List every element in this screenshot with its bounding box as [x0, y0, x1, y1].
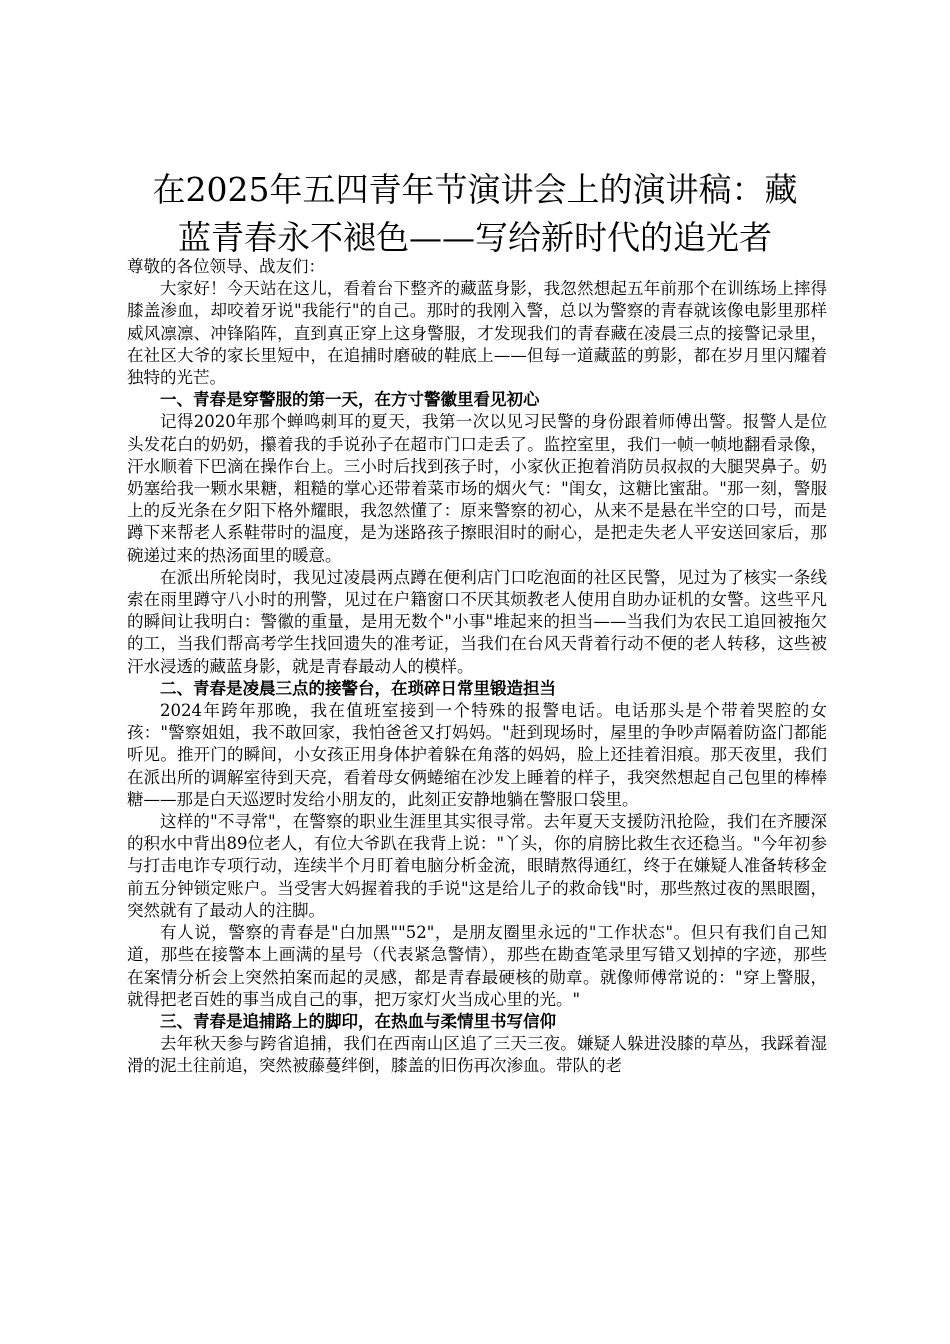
section-heading-1: 一、青春是穿警服的第一天，在方寸警徽里看见初心: [160, 390, 540, 410]
section-heading-3: 三、青春是追捕路上的脚印，在热血与柔情里书写信仰: [160, 1011, 556, 1031]
section-3-paragraph-1: 去年秋天参与跨省追捕，我们在西南山区追了三天三夜。嫌疑人躲进没膝的草丛，我踩着湿滑的泥土往前追，突然被藤蔓绊倒，膝盖的旧伤再次渗血。带队的老: [127, 1034, 827, 1076]
section-2-paragraph-2: 这样的"不寻常"，在警察的职业生涯里其实很寻常。去年夏天支援防汛抢险，我们在齐腰深的积水中背出89位老人，有位大爷趴在我背上说："丫头，你的肩膀比救生衣还稳当。"今年初参与打击电诈专项行动，连续半个月盯着电脑分析金流，眼睛熬得通红，终于在嫌疑人准备转移金前五分钟锁定账户。当受害大妈握着我的手说"这是给儿子的救命钱"时，那些熬过夜的黑眼圈，突然就有了最动人的注脚。: [127, 812, 827, 920]
section-heading-2: 二、青春是凌晨三点的接警台，在琐碎日常里锻造担当: [160, 678, 556, 698]
section-1-paragraph-1: 记得2020年那个蝉鸣刺耳的夏天，我第一次以见习民警的身份跟着师傅出警。报警人是位头发花白的奶奶，攥着我的手说孙子在超市门口走丢了。监控室里，我们一帧一帧地翻看录像，汗水顺着下巴滴在操作台上。三小时后找到孩子时，小家伙正抱着消防员叔叔的大腿哭鼻子。奶奶塞给我一颗水果糖，粗糙的掌心还带着菜市场的烟火气："闺女，这糖比蜜甜。"那一刻，警服上的反光条在夕阳下格外耀眼，我忽然懂了：原来警察的初心，从来不是悬在半空的口号，而是蹲下来帮老人系鞋带时的温度，是为迷路孩子擦眼泪时的耐心，是把走失老人平安送回家后，那碗递过来的热汤面里的暖意。: [127, 412, 827, 565]
section-2-paragraph-1: 2024年跨年那晚，我在值班室接到一个特殊的报警电话。电话那头是个带着哭腔的女孩："警察姐姐，我不敢回家，我怕爸爸又打妈妈。"赶到现场时，屋里的争吵声隔着防盗门都能听见。推开门的瞬间，小女孩正用身体护着躲在角落的妈妈，脸上还挂着泪痕。那天夜里，我们在派出所的调解室待到天亮，看着母女俩蜷缩在沙发上睡着的样子，我突然想起自己包里的棒棒糖——那是白天巡逻时发给小朋友的，此刻正安静地躺在警服口袋里。: [127, 701, 827, 809]
salutation: 尊敬的各位领导、战友们：: [127, 257, 325, 276]
intro-paragraph: 大家好！今天站在这儿，看着台下整齐的藏蓝身影，我忽然想起五年前那个在训练场上摔得膝盖渗血，却咬着牙说"我能行"的自己。那时的我刚入警，总以为警察的青春就该像电影里那样威风凛凛、冲锋陷阵，直到真正穿上这身警服，才发现我们的青春藏在凌晨三点的接警记录里，在社区大爷的家长里短中，在追捕时磨破的鞋底上——但每一道藏蓝的剪影，都在岁月里闪耀着独特的光芒。: [127, 279, 827, 388]
section-1-paragraph-2: 在派出所轮岗时，我见过凌晨两点蹲在便利店门口吃泡面的社区民警，见过为了核实一条线索在雨里蹲守八小时的刑警，见过在户籍窗口不厌其烦教老人使用自助办证机的女警。这些平凡的瞬间让我明白：警徽的重量，是用无数个"小事"堆起来的担当——当我们为农民工追回被拖欠的工，当我们帮高考学生找回遗失的准考证，当我们在台风天背着行动不便的老人转移，这些被汗水浸透的藏蓝身影，就是青春最动人的模样。: [127, 567, 827, 676]
title-line-1: 在2025年五四青年节演讲会上的演讲稿：藏: [152, 170, 798, 209]
title-line-2: 蓝青春永不褪色——写给新时代的追光者: [178, 218, 772, 257]
document-title: [120, 166, 830, 262]
document-body: [127, 256, 827, 1078]
section-2-paragraph-3: 有人说，警察的青春是"白加黑""52"，是朋友圈里永远的"工作状态"。但只有我们自己知道，那些在接警本上画满的星号（代表紧急警情），那些在勘查笔录里写错又划掉的字迹，那些在案情分析会上突然拍案而起的灵感，都是青春最硬核的勋章。就像师傅常说的："穿上警服，就得把老百姓的事当成自己的事，把万家灯火当成心里的光。": [127, 923, 827, 1009]
